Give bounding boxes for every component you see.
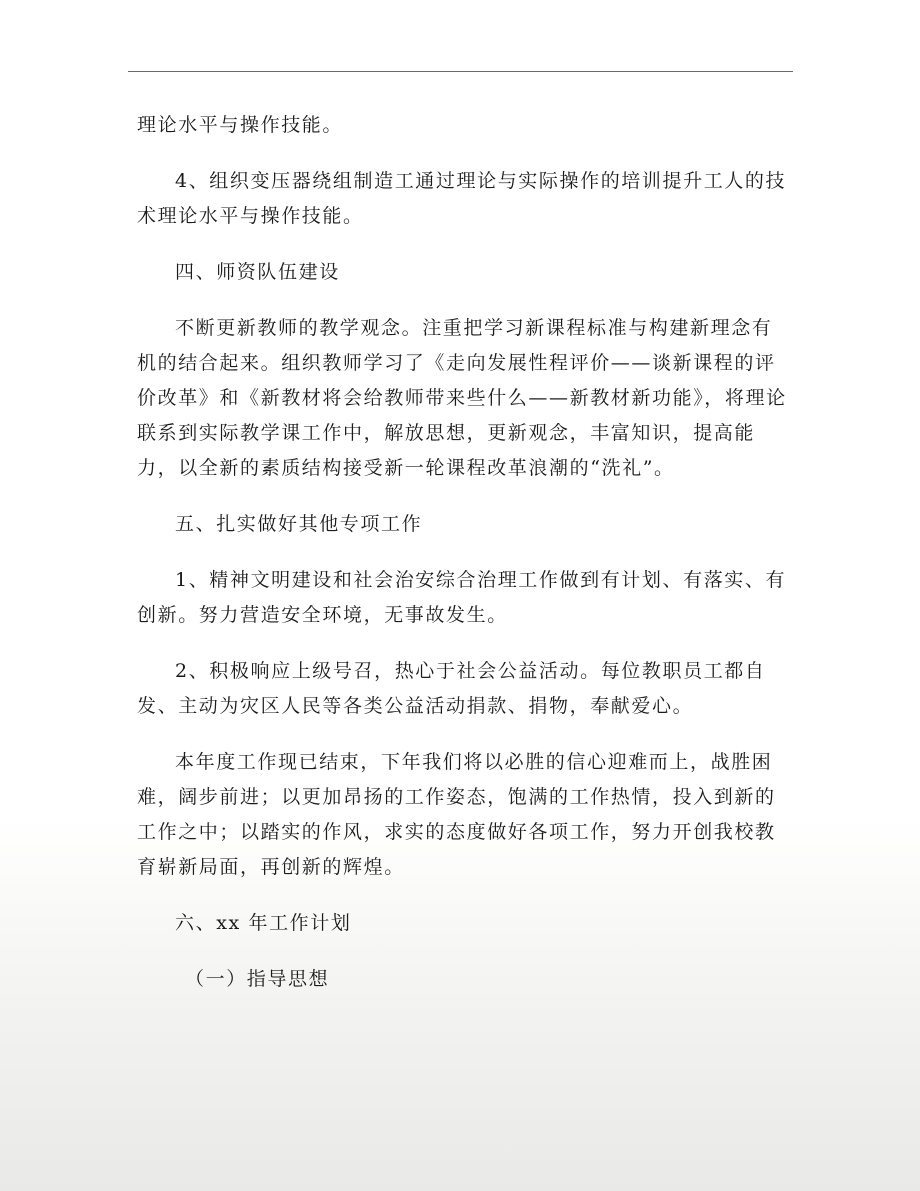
paragraph-item-1: 1、精神文明建设和社会治安综合治理工作做到有计划、有落实、有创新。努力营造安全环境，无事故发生。 — [137, 569, 787, 626]
paragraph-continuation: 理论水平与操作技能。 — [137, 114, 344, 136]
section-heading-4: 四、师资队伍建设 — [175, 261, 340, 283]
document-body — [137, 108, 787, 997]
section-heading-5: 五、扎实做好其他专项工作 — [175, 513, 423, 535]
header-rule — [128, 71, 793, 72]
paragraph-item-4: 4、组织变压器绕组制造工通过理论与实际操作的培训提升工人的技术理论水平与操作技能。 — [137, 170, 787, 227]
subsection-heading-1: （一）指导思想 — [185, 968, 330, 990]
section-heading-6: 六、xx 年工作计划 — [175, 912, 352, 934]
paragraph-teacher-development: 不断更新教师的教学观念。注重把学习新课程标准与构建新理念有机的结合起来。组织教师学习了《走向发展性程评价——谈新课程的评价改革》和《新教材将会给教师带来些什么——新教材新功能》，将理论联系到实际教学课工作中，解放思想，更新观念，丰富知识，提高能力，以全新的素质结构接受新一轮课程改革浪潮的“洗礼”。 — [137, 317, 787, 479]
paragraph-item-2: 2、积极响应上级号召，热心于社会公益活动。每位教职员工都自发、主动为灾区人民等各类公益活动捐款、捐物，奉献爱心。 — [137, 660, 766, 717]
paragraph-conclusion: 本年度工作现已结束，下年我们将以必胜的信心迎难而上，战胜困难，阔步前进；以更加昂扬的工作姿态，饱满的工作热情，投入到新的工作之中；以踏实的作风，求实的态度做好各项工作，努力开创我校教育崭新局面，再创新的辉煌。 — [137, 751, 776, 878]
